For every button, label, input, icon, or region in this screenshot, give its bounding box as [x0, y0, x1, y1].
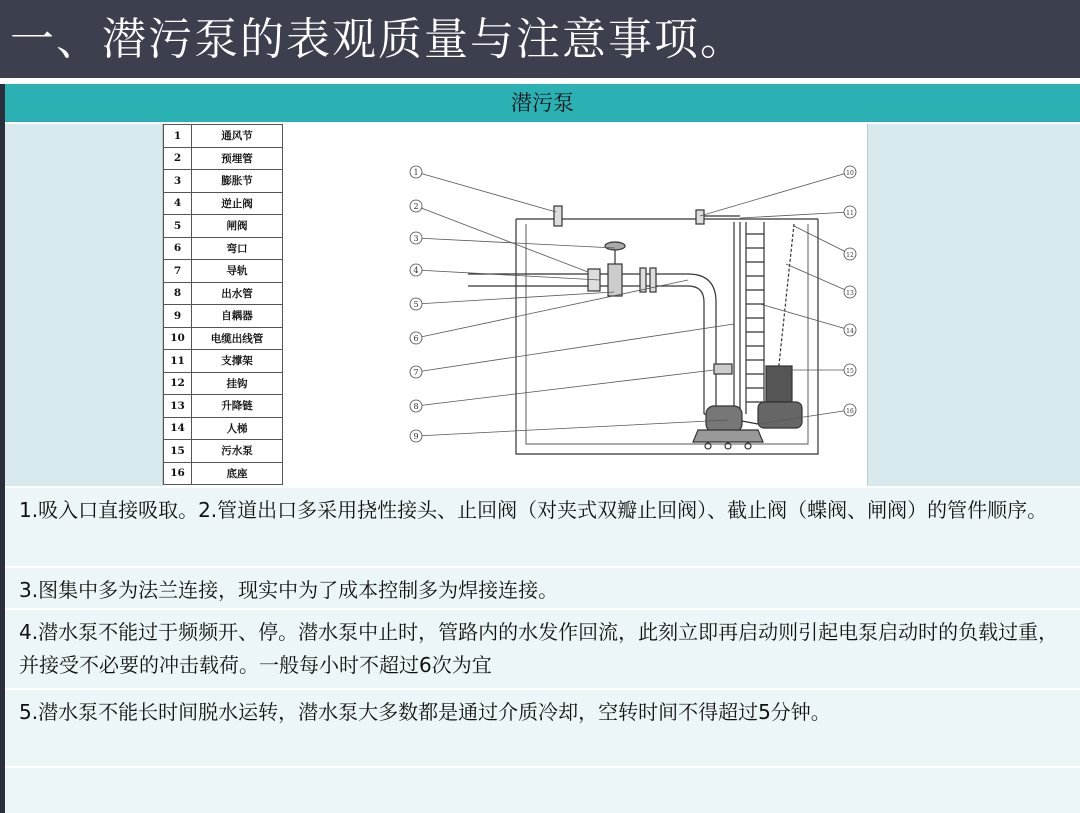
- legend-part-name: 污水泵: [192, 440, 283, 463]
- pump-figure: [162, 124, 868, 486]
- legend-number: 9: [164, 305, 192, 328]
- note-row-2: 3.图集中多为法兰连接，现实中为了成本控制多为焊接连接。: [5, 566, 1080, 608]
- legend-row: [164, 147, 283, 170]
- legend-part-name: 预埋管: [192, 147, 283, 170]
- legend-part-name: 膨胀节: [192, 170, 283, 193]
- legend-row: [164, 372, 283, 395]
- callout-number: 4: [413, 266, 419, 275]
- legend-number: 16: [164, 462, 192, 485]
- legend-number: 5: [164, 215, 192, 238]
- legend-row: [164, 327, 283, 350]
- legend-number: 7: [164, 260, 192, 283]
- callout-number: 5: [413, 300, 419, 309]
- legend-part-name: 升降链: [192, 395, 283, 418]
- legend-number: 2: [164, 147, 192, 170]
- legend-number: 10: [164, 327, 192, 350]
- legend-part-name: 自耦器: [192, 305, 283, 328]
- legend-number: 3: [164, 170, 192, 193]
- legend-number: 15: [164, 440, 192, 463]
- callout-number: 15: [846, 368, 854, 375]
- legend-row: [164, 462, 283, 485]
- legend-part-name: 电缆出线管: [192, 327, 283, 350]
- callout-number: 1: [413, 168, 419, 177]
- legend-row: [164, 350, 283, 373]
- legend-number: 12: [164, 372, 192, 395]
- note-row-4: 5.潜水泵不能长时间脱水运转，潜水泵大多数都是通过介质冷却，空转时间不得超过5分钟。: [5, 688, 1080, 766]
- legend-number: 4: [164, 192, 192, 215]
- legend-row: [164, 417, 283, 440]
- callout-number: 8: [413, 402, 419, 411]
- callout-number: 13: [846, 290, 854, 297]
- legend-part-name: 支撑架: [192, 350, 283, 373]
- table-header: 潜污泵: [5, 84, 1080, 124]
- legend-number: 11: [164, 350, 192, 373]
- legend-number: 6: [164, 237, 192, 260]
- legend-part-name: 逆止阀: [192, 192, 283, 215]
- callout-number: 14: [846, 328, 854, 335]
- legend-number: 8: [164, 282, 192, 305]
- legend-part-name: 出水管: [192, 282, 283, 305]
- legend-row: [164, 237, 283, 260]
- legend-row: [164, 215, 283, 238]
- callout-number: 9: [413, 432, 419, 441]
- legend-part-name: 弯口: [192, 237, 283, 260]
- note-row-3: 4.潜水泵不能过于频频开、停。潜水泵中止时，管路内的水发作回流，此刻立即再启动则引起电泵启动时的负载过重，并接受不必要的冲击载荷。一般每小时不超过6次为宜: [5, 608, 1080, 688]
- callout-number: 7: [413, 368, 419, 377]
- legend-number: 1: [164, 125, 192, 148]
- figure-row: [5, 124, 1080, 486]
- callout-number: 3: [413, 234, 419, 243]
- legend-row: [164, 170, 283, 193]
- legend-part-name: 导轨: [192, 260, 283, 283]
- legend-number: 14: [164, 417, 192, 440]
- callout-number: 16: [846, 408, 854, 415]
- legend-part-name: 挂钩: [192, 372, 283, 395]
- note-row-1: 1.吸入口直接吸取。2.管道出口多采用挠性接头、止回阀（对夹式双瓣止回阀）、截止阀（蝶阀、闸阀）的管件顺序。: [5, 486, 1080, 566]
- legend-part-name: 闸阀: [192, 215, 283, 238]
- legend-row: [164, 440, 283, 463]
- callout-number: 11: [846, 210, 854, 217]
- page-title: 一、潜污泵的表观质量与注意事项。: [10, 14, 746, 65]
- parts-legend: [163, 124, 283, 485]
- legend-row: [164, 305, 283, 328]
- legend-row: [164, 192, 283, 215]
- legend-row: [164, 395, 283, 418]
- legend-row: [164, 282, 283, 305]
- pump-diagram: [288, 124, 867, 486]
- legend-row: [164, 125, 283, 148]
- legend-part-name: 底座: [192, 462, 283, 485]
- legend-row: [164, 260, 283, 283]
- legend-part-name: 人梯: [192, 417, 283, 440]
- callout-number: 10: [846, 170, 854, 177]
- callout-number: 12: [846, 252, 854, 259]
- note-row-5: [5, 766, 1080, 813]
- callout-number: 2: [413, 202, 419, 211]
- legend-part-name: 通风节: [192, 125, 283, 148]
- callout-number: 6: [413, 334, 419, 343]
- legend-number: 13: [164, 395, 192, 418]
